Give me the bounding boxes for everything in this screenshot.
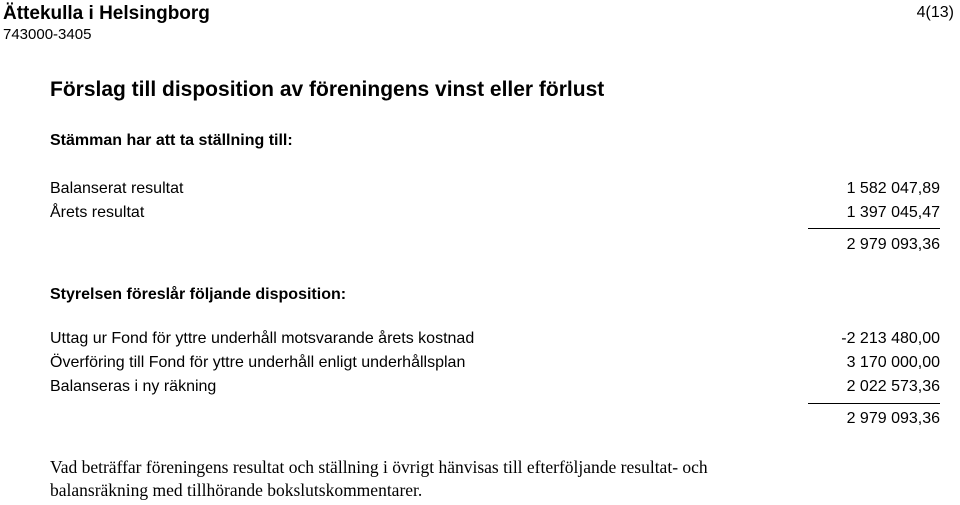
sum-divider <box>808 228 940 229</box>
sum-divider <box>808 403 940 404</box>
row-label: Årets resultat <box>50 204 145 221</box>
page-number: 4(13) <box>916 4 954 21</box>
row-label: Uttag ur Fond för yttre underhåll motsvarande årets kostnad <box>50 330 475 347</box>
organization-number: 743000-3405 <box>3 26 92 43</box>
row-amount: 1 582 047,89 <box>846 180 940 197</box>
row-label: Balanseras i ny räkning <box>50 378 217 395</box>
footer-line: Vad beträffar föreningens resultat och ställning i övrigt hänvisas till efterföljande resultat- och <box>50 457 708 477</box>
row-amount: 1 397 045,47 <box>846 204 940 221</box>
row-amount: 3 170 000,00 <box>846 354 940 371</box>
disposition-total: 2 979 093,36 <box>846 410 940 427</box>
page-title: Förslag till disposition av föreningens vinst eller förlust <box>50 78 605 101</box>
proposal-heading: Styrelsen föreslår följande disposition: <box>50 286 347 303</box>
meeting-heading: Stämman har att ta ställning till: <box>50 132 293 149</box>
footer-line: balansräkning med tillhörande bokslutskommentarer. <box>50 480 423 500</box>
table-row-uttag <box>50 330 940 352</box>
footer-note <box>50 456 930 502</box>
row-label: Överföring till Fond för yttre underhåll enligt underhållsplan <box>50 354 466 371</box>
table-row-balanserat-resultat <box>50 180 940 202</box>
available-total: 2 979 093,36 <box>846 236 940 253</box>
table-row-balanseras <box>50 378 940 400</box>
row-amount: 2 022 573,36 <box>846 378 940 395</box>
row-amount: -2 213 480,00 <box>841 330 940 347</box>
organization-name: Ättekulla i Helsingborg <box>3 3 210 24</box>
row-label: Balanserat resultat <box>50 180 184 197</box>
table-row-overforing <box>50 354 940 376</box>
table-row-arets-resultat <box>50 204 940 226</box>
